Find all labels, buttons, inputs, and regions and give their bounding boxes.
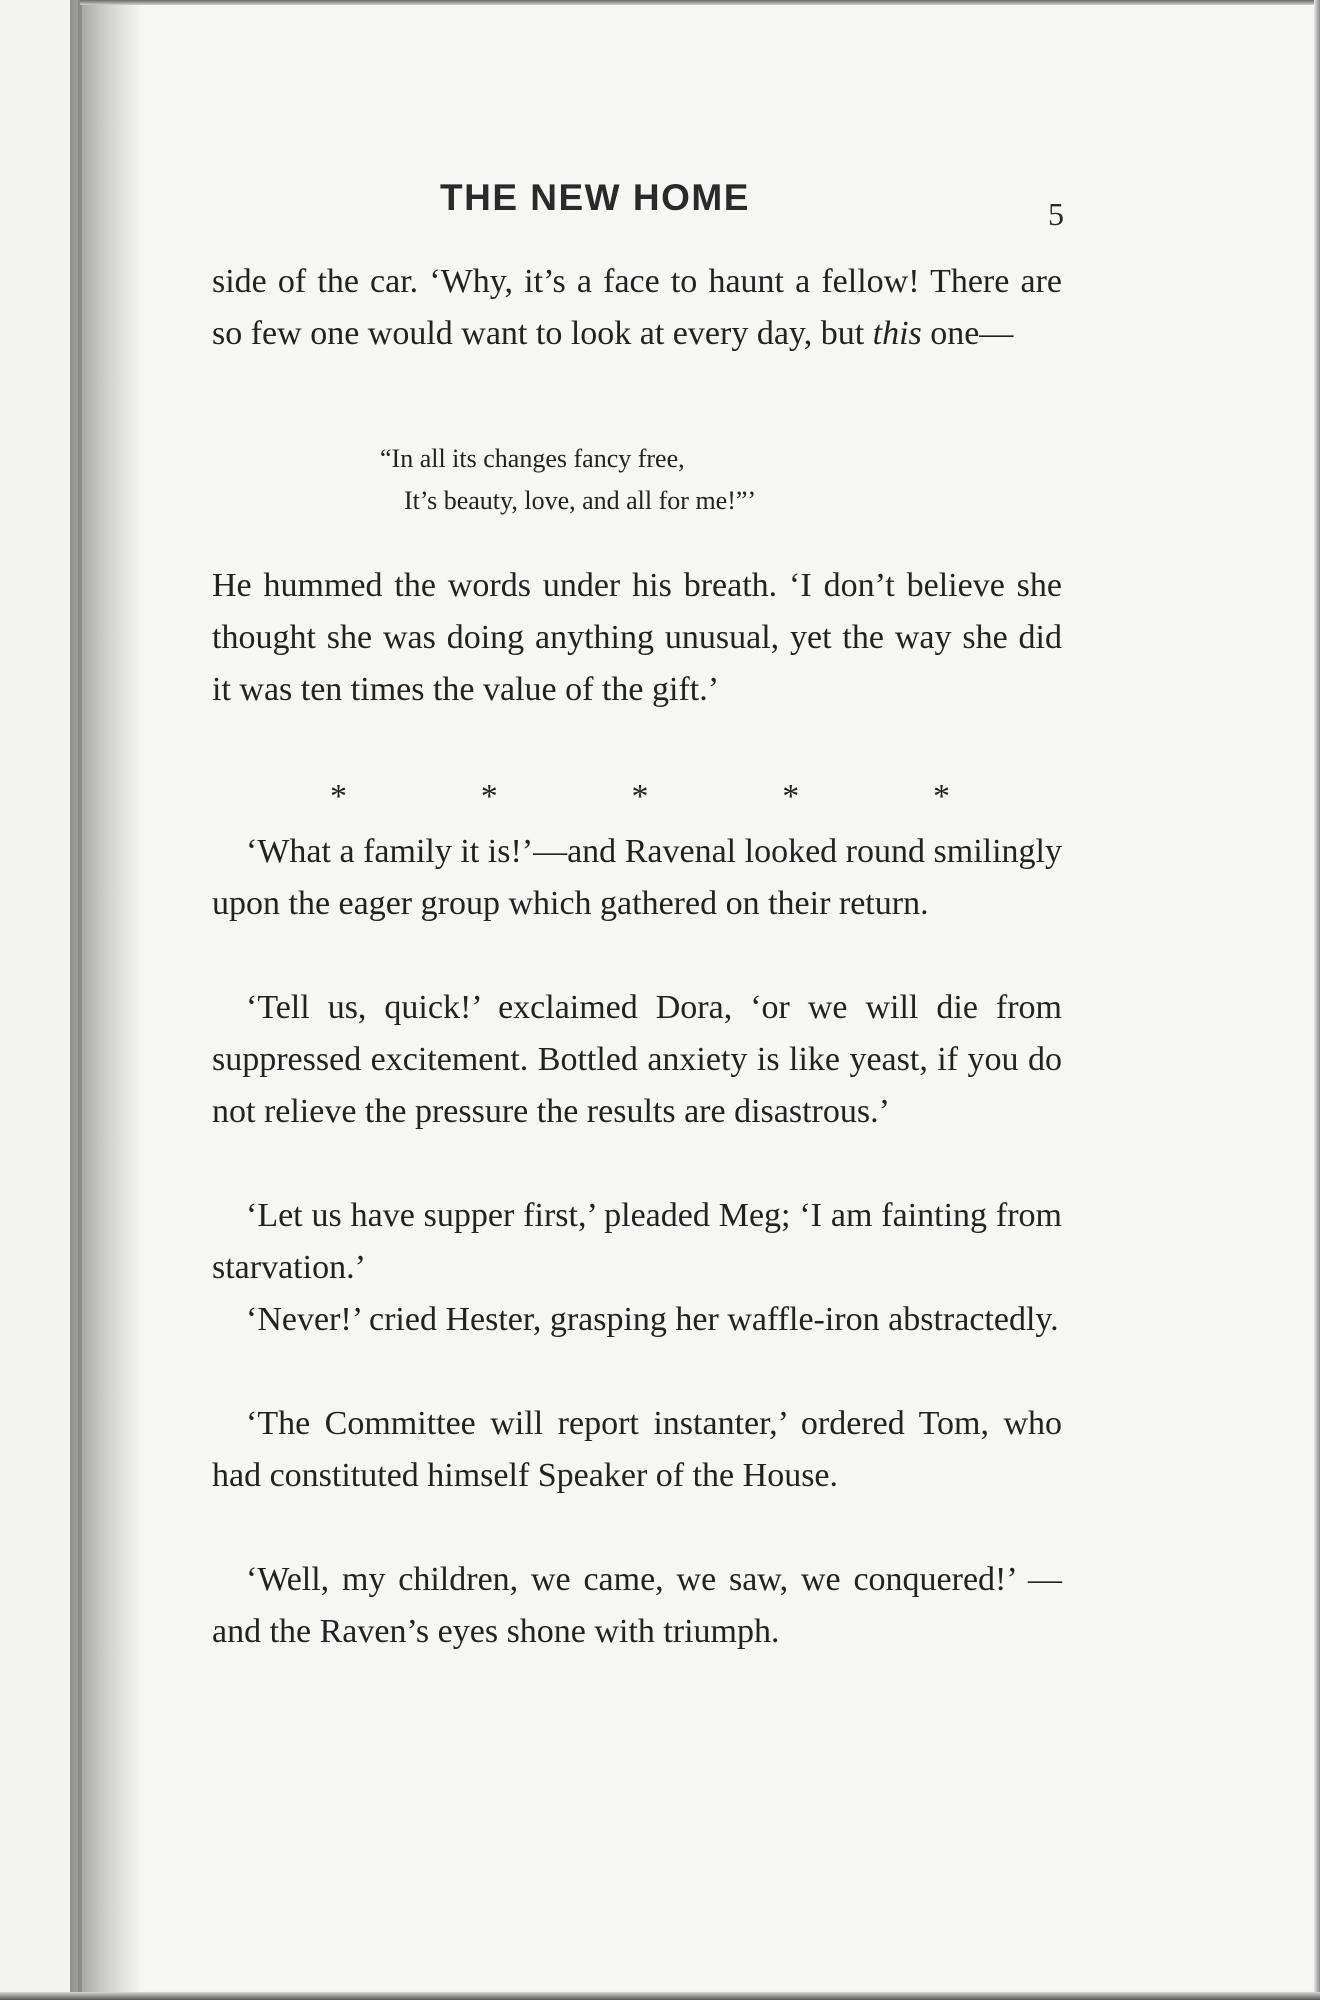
paragraph-1-italic: this — [872, 315, 922, 352]
paragraph-2: He hummed the words under his breath. ‘I don’t believe she thought she was doing anything unusual, yet the way she did it was ten times the value of the gift.’ — [212, 567, 1062, 708]
section-break-star: * — [480, 778, 498, 815]
paragraph-5: ‘Let us have supper first,’ pleaded Meg; ‘I am fainting from starvation.’ — [212, 1197, 1062, 1286]
paragraph-4: ‘Tell us, quick!’ exclaimed Dora, ‘or we will die from suppressed excitement. Bottled anxiety is like yeast, if you do not relieve the pressure the results are disastrous.’ — [212, 989, 1062, 1130]
verse-quote — [380, 438, 940, 522]
section-break-star: * — [631, 778, 649, 815]
section-break-star: * — [933, 778, 950, 815]
paragraph-7: ‘The Committee will report instanter,’ ordered Tom, who had constituted himself Speaker of the House. — [212, 1405, 1062, 1494]
verse-line-2: It’s beauty, love, and all for me!”’ — [404, 486, 757, 515]
section-break — [330, 778, 950, 816]
top-edge — [80, 0, 1320, 5]
paragraph-1-text: side of the car. ‘Why, it’s a face to haunt a fellow! There are so few one would want to look at every day, but — [212, 263, 1062, 352]
paragraph-1 — [212, 256, 1062, 360]
verse-line-1: “In all its changes fancy free, — [380, 444, 685, 473]
section-break-star: * — [782, 778, 800, 815]
right-edge — [1314, 0, 1320, 2000]
paragraph-1-end: one— — [921, 315, 1014, 352]
paragraph-6: ‘Never!’ cried Hester, grasping her waffle-iron abstractedly. — [246, 1301, 1059, 1338]
section-break-star: * — [330, 778, 347, 815]
paragraph-3: ‘What a family it is!’—and Ravenal looked round smilingly upon the eager group which gathered on their return. — [212, 833, 1062, 922]
page-number: 5 — [1048, 196, 1064, 232]
gutter-shadow — [78, 0, 82, 2000]
running-head: THE NEW HOME — [440, 177, 750, 218]
paragraph-8: ‘Well, my children, we came, we saw, we conquered!’ — and the Raven’s eyes shone with triumph. — [212, 1561, 1062, 1650]
bottom-edge — [0, 1992, 1320, 2000]
